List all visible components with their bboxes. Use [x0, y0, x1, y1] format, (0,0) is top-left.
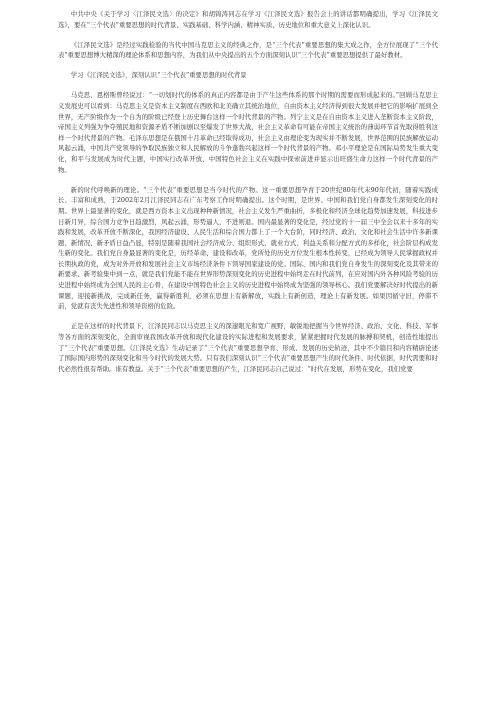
section-heading: 学习《江泽民文选》，深刻认识“三个代表”重要思想的时代背景: [70, 71, 247, 80]
paragraph-background: 正是在这样的时代背景下，江泽民同志以马克思主义的深邃眼光和宽广视野，敏锐地把握当今世界经济、政治、文化、科技、军事等各方面的深刻变化，全面审视我国改革开放和现代化建设的实际进程和发展要求，紧紧把握时代发展的脉搏和契机，创造性地提出了“三个代表”重要思想。《江泽民文选》生动记录了“三个代表”重要思想孕育、形成、发展的历史轨迹，其中不少篇目和内容精辟论述了国际国内形势的深刻变化和当今时代的发展大势。只有我们深刻认识“三个代表”重要思想产生的时代条件、时代依据，时代需要和时代必然性很有帮助。谁有教益。关于“三个代表”重要思想的产生，江泽民同志自己说过：“时代在发展，形势在变化，我们党要: [58, 322, 438, 373]
paragraph-marxism-history: 马克思、恩格斯曾经说过：“一切划时代的体系的真正内容都是由于产生这些体系的那个时期的需要而形成起来的。”回顾马克思主义发展史可以看到：马克思主义是资本主义制度在西欧和北美确立其统治地位，自由资本主义经济得到很大发展并把它的影响扩展到全世界，无产阶级作为一个自为的阶级已经登上历史舞台这样一个时代背景的产物。列宁主义是在自由资本主义进入垄断资本主义阶段，帝国主义列强为争夺殖民地和资源矛盾不断加剧以至爆发了世界大战，社会主义革命有可能在帝国主义统治的薄弱环节首先取得胜利这样一个时代背景的产物。毛泽东思想是在俄国十月革命已经取得成功，社会主义由理论变为现实并不断发展，世界范围的民族解放运动风起云涌，中国共产党领导的争取民族独立和人民解放的斗争蓬勃兴起这样一个时代背景的产物。邓小平理论是在国际局势发生重大变化，和平与发展成为时代主题，中国实行改革开放、中国特色社会主义在实践中探索前进并显示出旺盛生命力这样一个时代背景的产物。: [58, 91, 438, 174]
paragraph-new-era: 新的时代呼唤新的理论。“三个代表”重要思想是当今时代的产物。这一重要思想孕育于20世纪80年代末90年代初，随着实践成长、丰富和成熟，于2002年2月江泽民同志在广东考察工作时明确提出。这个时期，是世界、中国和我们党自身都发生深刻变化的时期。世界上最显著的变化，就是西方资本主义出现种种新情况，社会主义发生严重曲折，多极化和经济全球化趋势加速发展，科技进步日新月异，综合国力竞争日趋激烈，风起云涌，形势逼人，不进则退。国内最显著的变化是，经过党的十一届三中全会以来十多年的实践和发展，改革开放不断深化，我国经济建设、人民生活和综合国力都上了一个大台阶，同时经济、政治、文化和社会生活中许多新课题、新情况、新矛盾日益凸显，特别是随着我国社会经济成分、组织形式、就业方式、利益关系和分配方式的多样化，社会阶层构成发生新的变化。我们党自身最显著的变化是，历经革命、建设和改革，党所处的历史方位发生根本性转变，已经成为领导人民掌握政权并长期执政的党，成为对外开放和发展社会主义市场经济条件下领导国家建设的党。国际、国内和我们党自身发生的深刻变化及其带来的新要求、新考验集中到一点，就是我们党能不能在世界形势深刻变化的历史进程中始终走在时代前列，在应对国内外各种风险考验的历史进程中始终成为全国人民的主心骨，在建设中国特色社会主义的历史进程中始终成为坚强的领导核心。我们党要解决好时代提出的新课题，迎接新挑战，完成新任务，赢得新胜利，必须在思想上有新解放，实践上有新创造，理论上有新发展。如果因循守旧，停滞不前，党就有丧失先进性和领导资格的危险。: [58, 185, 438, 311]
paragraph-intro: 中共中央《关于学习〈江泽民文选〉的决定》和胡锦涛同志在学习《江泽民文选》报告会上的讲话都明确提出，学习《江泽民文选》，要在“三个代表”重要思想的时代背景、实践基础、科学内涵、精神实质、历史地位和重大意义上深化认识。: [58, 10, 438, 29]
paragraph-classic-work: 《江泽民文选》是经过实践检验的当代中国马克思主义的经典之作，是“三个代表”重要思想的集大成之作，全方位展现了“三个代表”重要思想博大精深的理论体系和思想内容，为我们从中央提出的五个方面深刻认识“三个代表”重要思想提供了最好教材。: [58, 40, 438, 60]
